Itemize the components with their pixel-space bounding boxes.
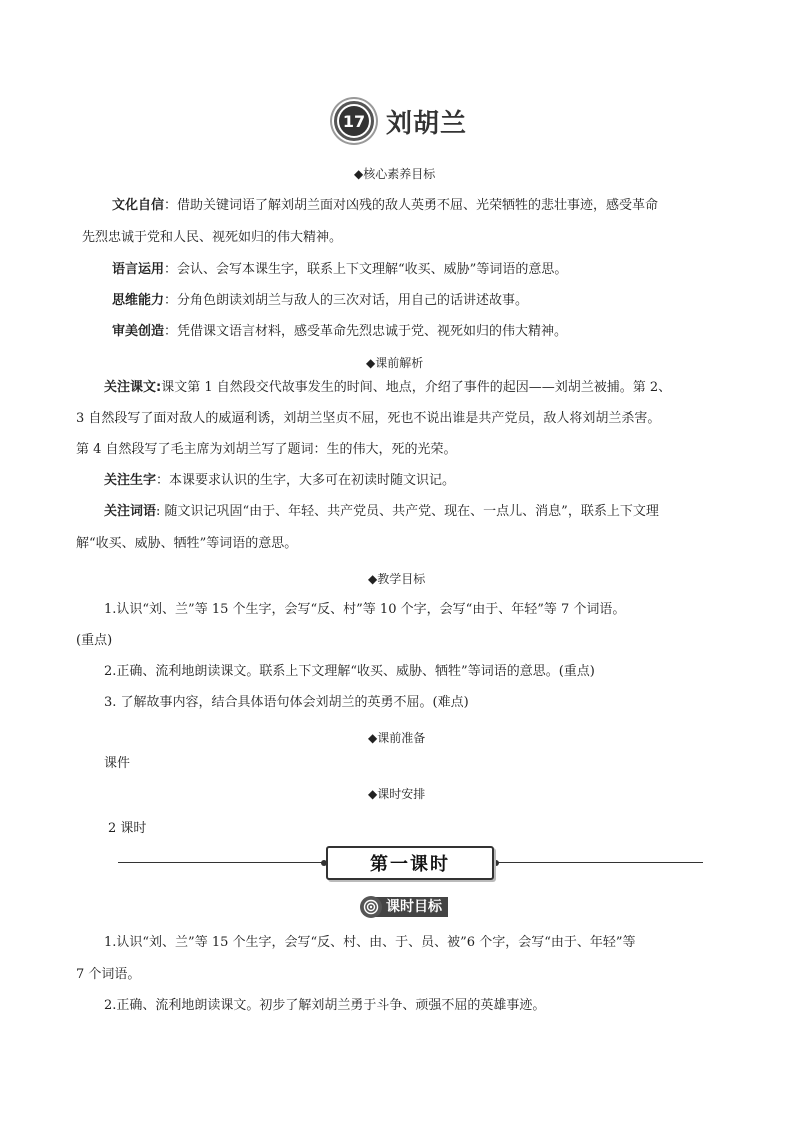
period-goal-badge	[360, 896, 448, 918]
pre-analysis-text2: 3 自然段写了面对敌人的威逼利诱，刘胡兰坚贞不屈，死也不说出谁是共产党员，敌人将刘胡兰杀害。	[76, 411, 661, 426]
pre-analysis-text-line1	[104, 378, 671, 398]
preparation-text: 课件	[104, 756, 131, 771]
core-goal-culture-text1: 借助关键词语了解刘胡兰面对凶残的敌人英勇不屈、光荣牺牲的悲壮事迹，感受革命	[177, 198, 659, 213]
pre-analysis-text3: 第 4 自然段写了毛主席为刘胡兰写了题词：生的伟大，死的光荣。	[76, 442, 457, 457]
core-goal-culture-sep: ：	[164, 198, 178, 213]
period-goal-2: 2.正确、流利地朗读课文。初步了解刘胡兰勇于斗争、顽强不屈的英雄事迹。	[104, 998, 546, 1013]
pre-analysis-chars-line	[104, 471, 455, 491]
pre-analysis-text1: 课文第 1 自然段交代故事发生的时间、地点，介绍了事件的起因——刘胡兰被捕。第 2、	[161, 380, 672, 395]
pre-analysis-chars-label: 关注生字	[104, 473, 157, 488]
period-divider-right	[497, 862, 703, 863]
core-goal-culture-label: 文化自信	[112, 198, 165, 213]
core-goal-culture-text2: 先烈忠诚于党和人民、视死如归的伟大精神。	[82, 230, 343, 245]
period-goal-label: 课时目标	[372, 897, 448, 917]
pre-analysis-words-text1: : 随文识记巩固“由于、年轻、共产党员、共产党、现在、一点儿、消息”，联系上下文理	[156, 504, 659, 519]
lesson-number-badge	[334, 101, 374, 141]
period-title: 第一课时	[370, 854, 450, 875]
teaching-goal-1: 1.认识“刘、兰”等 15 个生字，会写“反、村”等 10 个字，会写“由于、年轻”等 7 个词语。	[104, 602, 626, 617]
period-title-box	[326, 846, 494, 880]
target-icon	[360, 896, 382, 918]
lesson-title-block	[334, 98, 467, 144]
core-goal-thinking-line	[112, 291, 528, 311]
pre-analysis-words-label: 关注词语	[104, 504, 157, 519]
core-goal-culture-line1	[112, 196, 658, 216]
teaching-goal-2: 2.正确、流利地朗读课文。联系上下文理解“收买、威胁、牺牲”等词语的意思。(重点)	[104, 664, 595, 679]
pre-analysis-words-line1	[104, 502, 659, 522]
core-goal-aesthetic-sep: ：	[164, 324, 178, 339]
pre-analysis-words-text2: 解“收买、威胁、牺牲”等词语的意思。	[76, 536, 298, 551]
lesson-number: 17	[339, 106, 369, 136]
pre-analysis-heading: ◆课前解析	[366, 356, 424, 370]
preparation-heading: ◆课前准备	[368, 731, 426, 745]
period-goal-1: 1.认识“刘、兰”等 15 个生字，会写“反、村、由、于、员、被”6 个字，会写“由于、年轻”等	[104, 935, 636, 950]
core-goal-thinking-sep: ：	[164, 293, 178, 308]
period-divider-left	[118, 862, 324, 863]
period-goal-1-cont: 7 个词语。	[76, 967, 141, 982]
lesson-title: 刘胡兰	[386, 108, 468, 139]
core-goal-language-sep: ：	[164, 262, 178, 277]
schedule-text: 2 课时	[108, 821, 147, 836]
teaching-goal-3: 3. 了解故事内容，结合具体语句体会刘胡兰的英勇不屈。(难点)	[104, 695, 469, 710]
pre-analysis-chars-text: ：本课要求认识的生字，大多可在初读时随文识记。	[156, 473, 456, 488]
core-goal-thinking-label: 思维能力	[112, 293, 165, 308]
teaching-goal-1-note: (重点)	[76, 633, 113, 648]
core-goal-aesthetic-label: 审美创造	[112, 324, 165, 339]
pre-analysis-text-label: 关注课文:	[104, 380, 162, 395]
schedule-heading: ◆课时安排	[368, 787, 426, 801]
core-goal-language-label: 语言运用	[112, 262, 165, 277]
core-goal-language-text: 会认、会写本课生字，联系上下文理解“收买、威胁”等词语的意思。	[177, 262, 568, 277]
core-goal-language-line	[112, 260, 567, 280]
teaching-goals-heading: ◆教学目标	[368, 572, 426, 586]
core-goal-aesthetic-text: 凭借课文语言材料，感受革命先烈忠诚于党、视死如归的伟大精神。	[177, 324, 568, 339]
core-goal-aesthetic-line	[112, 322, 567, 342]
core-goal-thinking-text: 分角色朗读刘胡兰与敌人的三次对话，用自己的话讲述故事。	[177, 293, 529, 308]
core-goals-heading: ◆核心素养目标	[354, 167, 436, 181]
